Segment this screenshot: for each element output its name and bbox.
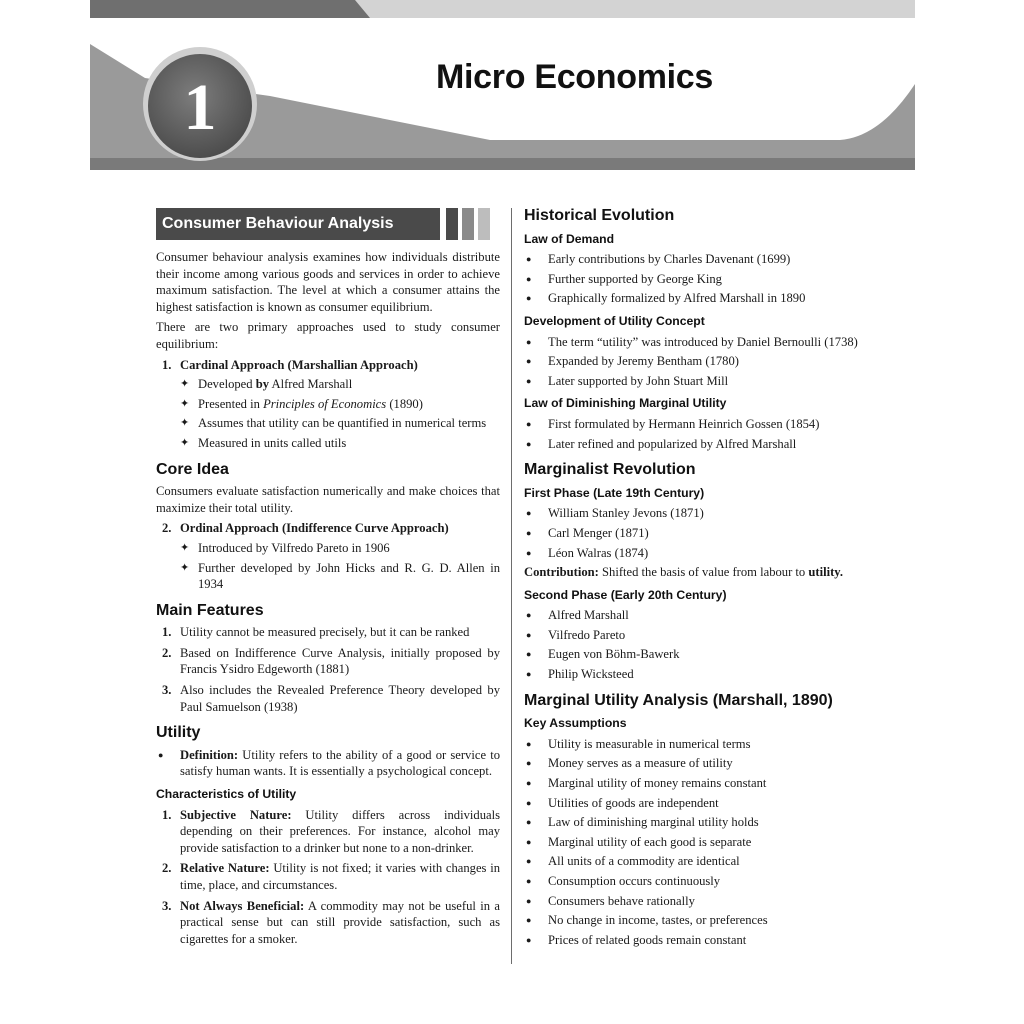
list-item: 2. Relative Nature: Utility is not fixed; it varies with changes in time, place, and circumstances. <box>162 861 500 892</box>
decor-bar <box>446 208 458 240</box>
list-item: ● Law of diminishing marginal utility holds <box>524 814 870 831</box>
cardinal-approach-title: Cardinal Approach (Marshallian Approach) <box>180 357 418 372</box>
chapter-number: 1 <box>183 71 217 144</box>
dmu-heading: Law of Diminishing Marginal Utility <box>524 396 727 411</box>
list-item: ● Vilfredo Pareto <box>524 627 870 644</box>
characteristics-heading: Characteristics of Utility <box>156 787 297 802</box>
list-item: ● Marginal utility of money remains constant <box>524 775 870 792</box>
chapter-title: Micro Economics <box>436 58 714 96</box>
historical-evolution-heading: Historical Evolution <box>524 207 675 224</box>
left-column <box>156 208 500 951</box>
list-item: ✦ Measured in units called utils <box>180 435 500 452</box>
second-phase-heading: Second Phase (Early 20th Century) <box>524 587 727 602</box>
decor-bar <box>478 208 490 240</box>
first-phase-heading: First Phase (Late 19th Century) <box>524 485 705 500</box>
list-item <box>156 357 500 452</box>
column-divider <box>511 208 512 964</box>
list-item: ● Marginal utility of each good is separate <box>524 834 870 851</box>
utility-definition: ● Definition: Utility refers to the ability of a good or service to satisfy human wants. It is essentially a psychological concept. <box>156 747 500 780</box>
contribution-text: Contribution: Shifted the basis of value from labour to utility. <box>524 565 844 580</box>
list-item: 1. Utility cannot be measured precisely, but it can be ranked <box>162 625 470 640</box>
key-assumptions-heading: Key Assumptions <box>524 716 627 731</box>
ordinal-points <box>180 540 500 593</box>
list-item: ✦ Developed by Alfred Marshall <box>180 376 500 393</box>
core-idea-heading: Core Idea <box>156 460 229 478</box>
list-item: ✦ Further developed by John Hicks and R. G. D. Allen in 1934 <box>180 560 500 593</box>
list-item: ● Prices of related goods remain constant <box>524 932 870 949</box>
list-item: ● No change in income, tastes, or preferences <box>524 912 870 929</box>
approaches-list <box>156 357 500 452</box>
list-item: ● The term “utility” was introduced by Daniel Bernoulli (1738) <box>524 334 870 351</box>
law-of-demand-list <box>524 251 870 307</box>
list-item: ● Eugen von Böhm-Bawerk <box>524 646 870 663</box>
list-item <box>156 520 500 592</box>
section-title: Consumer Behaviour Analysis <box>156 208 440 240</box>
list-item: ● Consumers behave rationally <box>524 893 870 910</box>
main-features-heading: Main Features <box>156 601 264 619</box>
list-item: 3. Not Always Beneficial: A commodity may not be useful in a practical sense but can still provide satisfaction, such as cigarettes for a smoker. <box>162 898 500 946</box>
list-item: ● First formulated by Hermann Heinrich Gossen (1854) <box>524 416 870 433</box>
list-item: ● Utility is measurable in numerical terms <box>524 736 870 753</box>
list-item: ✦ Presented in Principles of Economics (1890) <box>180 396 500 413</box>
list-item: ● Utilities of goods are independent <box>524 795 870 812</box>
second-phase-list <box>524 607 870 682</box>
cardinal-points <box>180 376 500 451</box>
list-item: 2. Based on Indifference Curve Analysis, initially proposed by Francis Ysidro Edgeworth (1881) <box>162 645 500 677</box>
first-phase-list <box>524 505 870 561</box>
list-item: ● William Stanley Jevons (1871) <box>524 505 870 522</box>
list-item: ● Expanded by Jeremy Bentham (1780) <box>524 353 870 370</box>
list-item: ✦ Assumes that utility can be quantified in numerical terms <box>180 415 500 432</box>
marginal-utility-analysis-heading: Marginal Utility Analysis (Marshall, 1890) <box>524 691 833 709</box>
key-assumptions-list <box>524 736 870 949</box>
utility-heading: Utility <box>156 724 201 742</box>
main-features-list <box>156 624 500 715</box>
list-item: ● Money serves as a measure of utility <box>524 755 870 772</box>
intro-paragraph: Consumer behaviour analysis examines how individuals distribute their income among various goods and services in order to achieve maximum satisfaction. The level at which a consumer attains the highest satisfaction is known as consumer equilibrium. <box>156 250 500 314</box>
list-item: ✦ Introduced by Vilfredo Pareto in 1906 <box>180 540 500 557</box>
list-item: ● Further supported by George King <box>524 271 870 288</box>
list-item: ● Early contributions by Charles Davenant (1699) <box>524 251 870 268</box>
core-idea-text: Consumers evaluate satisfaction numerically and make choices that maximize their total utility. <box>156 484 500 515</box>
decor-bar <box>462 208 474 240</box>
list-item: ● Carl Menger (1871) <box>524 525 870 542</box>
marginalist-revolution-heading: Marginalist Revolution <box>524 461 696 479</box>
list-item: ● Consumption occurs continuously <box>524 873 870 890</box>
ordinal-list <box>156 520 500 592</box>
utility-concept-list <box>524 334 870 390</box>
law-of-demand-heading: Law of Demand <box>524 231 615 246</box>
approaches-paragraph: There are two primary approaches used to study consumer equilibrium: <box>156 320 500 351</box>
ordinal-approach-title: Ordinal Approach (Indifference Curve Approach) <box>180 521 449 536</box>
list-item: ● Later refined and popularized by Alfred Marshall <box>524 436 870 453</box>
section-title-box <box>156 208 500 240</box>
dmu-list <box>524 416 870 452</box>
list-item: ● Léon Walras (1874) <box>524 545 870 562</box>
characteristics-list <box>156 807 500 948</box>
list-item: ● Philip Wicksteed <box>524 666 870 683</box>
list-item: 3. Also includes the Revealed Preference Theory developed by Paul Samuelson (1938) <box>162 683 500 714</box>
list-item: ● Graphically formalized by Alfred Marshall in 1890 <box>524 290 870 307</box>
list-number: 2. <box>162 521 172 536</box>
list-item: ● Later supported by John Stuart Mill <box>524 373 870 390</box>
list-number: 1. <box>162 357 172 372</box>
list-item: ● All units of a commodity are identical <box>524 853 870 870</box>
utility-concept-heading: Development of Utility Concept <box>524 313 705 328</box>
list-item: 1. Subjective Nature: Utility differs across individuals depending on their preferences. For instance, alcohol may provide satisfaction to a drinker but none to a non-drinker. <box>162 807 500 855</box>
list-item: ● Alfred Marshall <box>524 607 870 624</box>
right-column <box>524 208 870 951</box>
